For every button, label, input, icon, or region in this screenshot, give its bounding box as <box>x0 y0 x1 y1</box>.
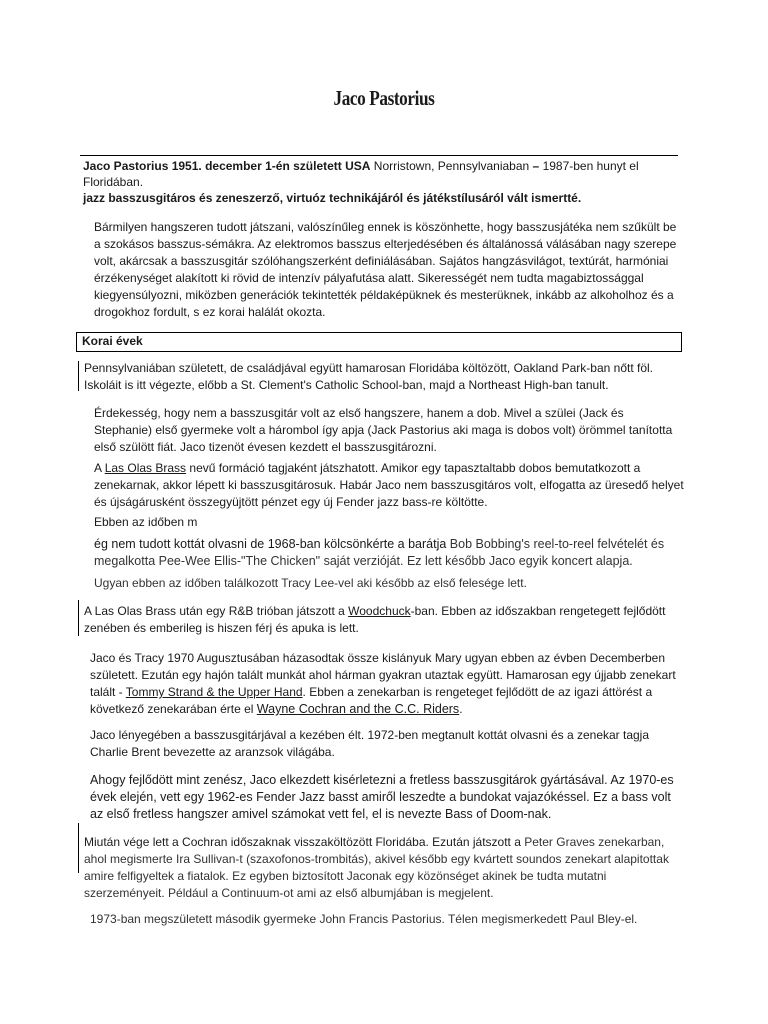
paragraph-6-b: Bob Bobbing's reel-to-reel felvételét és megalkotta Pee-Wee Ellis-"The Chicken" saját verzióját. Ez lett később Jaco egyik koncert alapja. <box>94 537 665 568</box>
intro-normal-2: 1987-ben hunyt el Floridában. <box>83 159 639 189</box>
paragraph-7: Ugyan ebben az időben találkozott Tracy Lee-vel aki később az első felesége lett. <box>94 576 527 590</box>
wayne-cochran-link[interactable]: Wayne Cochran and the C.C. Riders <box>256 702 460 716</box>
intro-paragraph <box>83 158 683 206</box>
paragraph-5: Ebben az időben m <box>94 515 198 529</box>
paragraph-8 <box>84 603 684 637</box>
paragraph-2: Pennsylvaniában született, de családjával együtt hamarosan Floridába költözött, Oakland Park-ban nőtt föl. Iskoláit is itt végezte, előbb a St. Clement's Catholic School-ban, majd a Northeast High-ban tanult. <box>84 361 653 392</box>
intro-bold-3: jazz basszusgitáros és zeneszerző, virtuóz technikájáról és játékstílusáról vált ismertté. <box>83 191 582 205</box>
intro-normal-1: Norristown, Pennsylvaniaban <box>370 159 533 173</box>
paragraph-6 <box>94 536 684 570</box>
las-olas-brass-link[interactable]: Las Olas Brass <box>104 461 187 475</box>
paragraph-4-pre: A <box>94 461 105 475</box>
top-rule <box>80 155 678 156</box>
section-heading: Korai évek <box>82 334 143 348</box>
section-heading-box <box>76 332 682 352</box>
woodchuck-link[interactable]: Woodchuck <box>348 604 411 618</box>
paragraph-12-b: Peter Graves zenekarban, ahol megismerte Ira Sullivan-t (szaxofonos-trombitás), akivel később egy kvártett soundos zenekart alapitottak amire felfigyeltek a fiatalok. Ez egyben biztosított Jaconak egy közönséget akinek be tudta mutatni szerzeményeit. Például a Continuum-ot ami az első albumjában is megjelent. <box>84 835 669 900</box>
paragraph-9-mid: . Ebben a zenekarban is rengeteget fejlődött de az igazi áttörést a következő zenekarában érte el <box>90 685 653 716</box>
intro-bold-1: Jaco Pastorius 1951. december 1-én született USA <box>83 159 371 173</box>
margin-bar <box>78 361 79 391</box>
tommy-strand-link[interactable]: Tommy Strand & the Upper Hand <box>125 685 303 699</box>
paragraph-12 <box>84 834 684 902</box>
paragraph-4 <box>94 460 684 511</box>
paragraph-12-a: Miután vége lett a Cochran időszaknak visszaköltözött Floridába. Ezután játszott a <box>84 835 521 849</box>
margin-bar <box>78 823 79 873</box>
paragraph-9-pre: Jaco és Tracy 1970 Augusztusában házasodtak össze kislányuk Mary ugyan ebben az évben Decemberben született. Ezután egy hajón talált munkát ahol hárman gyakran utaztak együtt. Hamarosan egy újjabb zenekart talált - <box>90 651 676 699</box>
intro-bold-2: – <box>532 159 540 173</box>
paragraph-13: 1973-ban megszületett második gyermeke John Francis Pastorius. Télen megismerkedett Paul Bley-el. <box>90 912 638 926</box>
paragraph-9-post: . <box>459 702 463 716</box>
margin-bar <box>78 600 79 636</box>
paragraph-8-post: -ban. Ebben az időszakban rengetegett fejlődött zenében és emberileg is hiszen férj és apuka is lett. <box>84 604 666 635</box>
paragraph-9 <box>90 650 684 718</box>
paragraph-1: Bármilyen hangszeren tudott játszani, valószínűleg ennek is köszönhette, hogy basszusjátéka nem szűkült be a szokásos basszus-sémákra. Az elektromos basszus elterjedésében és általánossá válásában nagy szerepe volt, akárcsak a basszusgitár szólóhangszerként definiálásában. Sajátos hangzásvilágot, textúrát, harmóniai érzékenységet alakított ki rövid de intenzív pályafutása alatt. Sikerességét nem tudta magabiztossággal kiegyensúlyozni, miközben generációk tekintették példaképüknek és mesterüknek, inkább az alkoholhoz és a drogokhoz fordult, s ez korai halálát okozta. <box>94 220 677 319</box>
paragraph-11: Ahogy fejlődött mint zenész, Jaco elkezdett kisérletezni a fretless basszusgitárok gyártásával. Az 1970-es évek elején, vett egy 1962-es Fender Jazz basst amiről leszedte a bundokat vajazókéssel. Ez a bass volt az első fretless hangszer amivel számokat vett fel, el is nevezte Bass of Doom-nak. <box>90 773 674 821</box>
paragraph-10: Jaco lényegében a basszusgitárjával a kezében élt. 1972-ben megtanult kottát olvasni és a zenekar tagja Charlie Brent bevezette az aranzsok világába. <box>90 728 650 759</box>
paragraph-4-post: nevű formáció tagjaként játszhatott. Amikor egy tapasztaltabb dobos bemutatkozott a zenekarnak, akkor lépett ki basszusgitárosuk. Habár Jaco nem basszusgitáros volt, elfogatta az üresedő helyet és újságárusként összegyüjtött pénzet egy új Fender jazz bass-re költötte. <box>94 461 684 509</box>
paragraph-3: Érdekesség, hogy nem a basszusgitár volt az első hangszere, hanem a dob. Mivel a szülei (Jack és Stephanie) első gyermeke volt a hárombol így apja (Jack Pastorius aki maga is dobos volt) örömmel tanította első szülött fiát. Jaco tizenöt évesen kezdett el basszusgitározni. <box>94 406 673 454</box>
paragraph-8-pre: A Las Olas Brass után egy R&B trióban játszott a <box>84 604 349 618</box>
page-title: Jaco Pastorius <box>333 86 435 110</box>
paragraph-6-a: ég nem tudott kottát olvasni de 1968-ban kölcsönkérte a barátja <box>94 537 447 551</box>
